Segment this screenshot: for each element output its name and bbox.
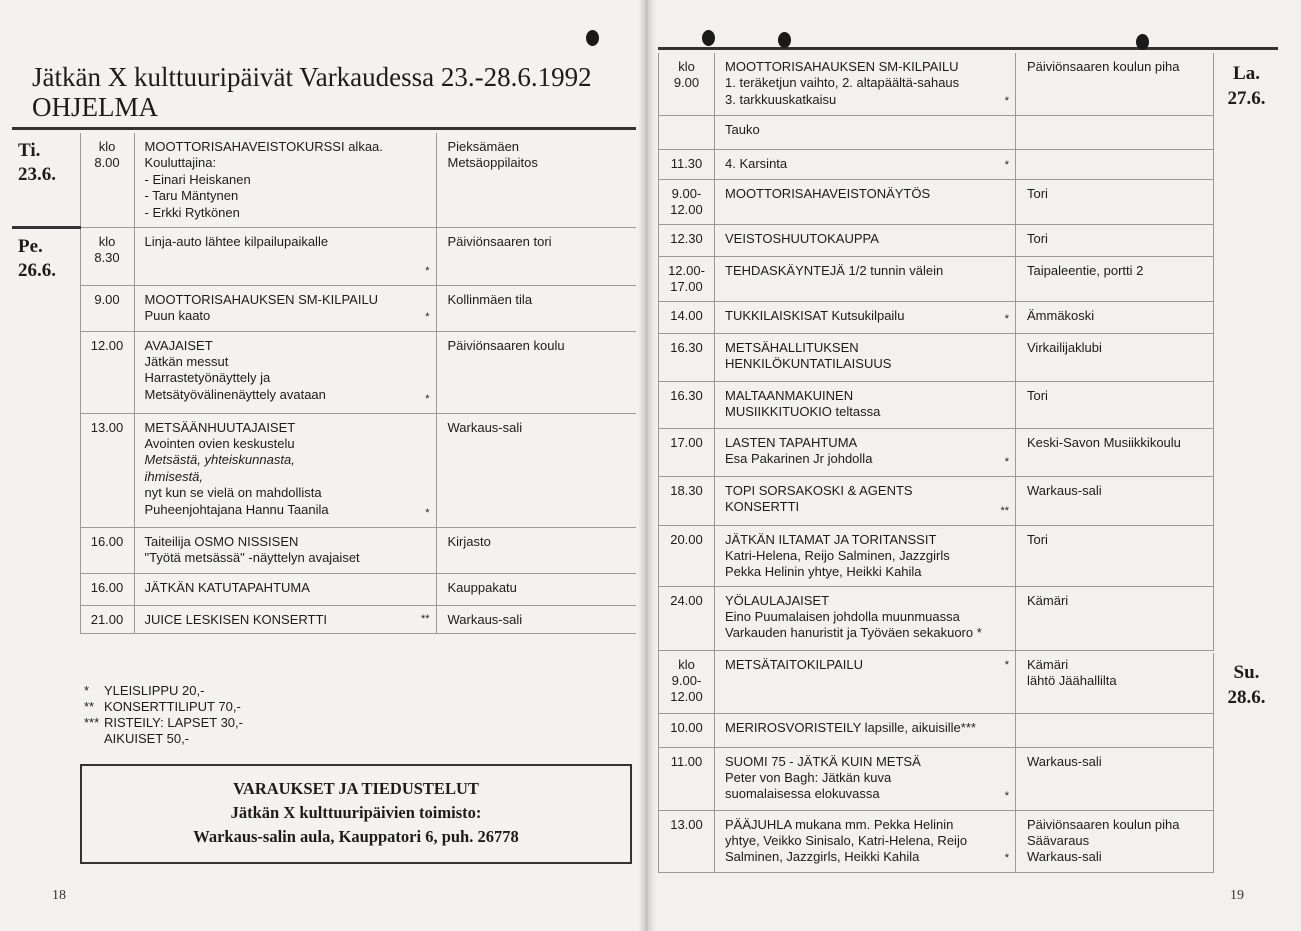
contact-address: Warkaus-salin aula, Kauppatori 6, puh. 26778 bbox=[193, 827, 519, 846]
table-row bbox=[659, 747, 1214, 810]
table-row bbox=[659, 381, 1214, 428]
table-row bbox=[659, 224, 1214, 256]
page-number: 19 bbox=[1230, 888, 1244, 903]
event-cell: 4. Karsinta * bbox=[715, 149, 1016, 179]
time-cell: 21.00 bbox=[80, 605, 134, 633]
location-cell: Tori bbox=[1016, 381, 1214, 428]
legend-item: * YLEISLIPPU 20,- bbox=[84, 683, 205, 698]
time-cell: 20.00 bbox=[659, 525, 715, 586]
time-cell: 18.30 bbox=[659, 476, 715, 525]
punch-hole bbox=[1136, 34, 1149, 50]
time-cell: 13.00 bbox=[659, 810, 715, 872]
table-row bbox=[659, 301, 1214, 333]
punch-hole bbox=[778, 32, 791, 48]
event-cell: MOOTTORISAHAUKSEN SM-KILPAILU 1. teräketjun vaihto, 2. altapäältä-sahaus 3. tarkkuuskatkaisu * bbox=[715, 53, 1016, 115]
location-cell: Päiviönsaaren tori bbox=[436, 227, 636, 285]
legend-item: ** KONSERTTILIPUT 70,- bbox=[84, 699, 241, 714]
time-cell: 9.00- 12.00 bbox=[659, 179, 715, 224]
day-label: Su. 28.6. bbox=[1227, 662, 1266, 708]
page-number: 18 bbox=[52, 888, 66, 903]
day-label: Pe. 26.6. bbox=[18, 235, 56, 281]
table-row bbox=[12, 527, 636, 573]
time-cell: 14.00 bbox=[659, 301, 715, 333]
time-cell: 24.00 bbox=[659, 586, 715, 650]
location-cell: Ämmäkoski bbox=[1016, 301, 1214, 333]
schedule-table-left bbox=[12, 133, 636, 634]
location-cell: Warkaus-sali bbox=[1016, 747, 1214, 810]
time-cell bbox=[659, 115, 715, 149]
event-cell: YÖLAULAJAISET Eino Puumalaisen johdolla muunmuassa Varkauden hanuristit ja Työväen sekakuoro * bbox=[715, 586, 1016, 650]
location-cell: Warkaus-sali bbox=[436, 413, 636, 527]
time-cell: 16.30 bbox=[659, 333, 715, 381]
contact-heading: VARAUKSET JA TIEDUSTELUT bbox=[233, 779, 479, 798]
time-cell: 12.00 bbox=[80, 331, 134, 413]
time-cell: 9.00 bbox=[80, 285, 134, 331]
event-cell: Linja-auto lähtee kilpailupaikalle * bbox=[134, 227, 436, 285]
table-row bbox=[659, 650, 1214, 713]
location-cell: Päiviönsaaren koulun piha bbox=[1016, 53, 1214, 115]
event-cell: Taiteilija OSMO NISSISEN "Työtä metsässä" -näyttelyn avajaiset bbox=[134, 527, 436, 573]
time-cell: 11.30 bbox=[659, 149, 715, 179]
location-cell: Tori bbox=[1016, 525, 1214, 586]
location-cell: Kauppakatu bbox=[436, 573, 636, 605]
location-cell: Warkaus-sali bbox=[1016, 476, 1214, 525]
table-row bbox=[12, 413, 636, 527]
left-page bbox=[0, 0, 646, 931]
time-cell: klo 9.00- 12.00 bbox=[659, 650, 715, 713]
time-cell: klo 8.00 bbox=[80, 133, 134, 227]
time-cell: klo 8.30 bbox=[80, 227, 134, 285]
location-cell: Keski-Savon Musiikkikoulu bbox=[1016, 428, 1214, 476]
punch-hole bbox=[702, 30, 715, 46]
event-cell: SUOMI 75 - JÄTKÄ KUIN METSÄ Peter von Bagh: Jätkän kuva suomalaisessa elokuvassa * bbox=[715, 747, 1016, 810]
punch-hole bbox=[586, 30, 599, 46]
page-subtitle: OHJELMA bbox=[32, 92, 158, 122]
event-cell: LASTEN TAPAHTUMA Esa Pakarinen Jr johdolla * bbox=[715, 428, 1016, 476]
event-cell: Tauko bbox=[715, 115, 1016, 149]
time-cell: 11.00 bbox=[659, 747, 715, 810]
legend-item: *** RISTEILY: LAPSET 30,- bbox=[84, 715, 243, 730]
event-cell: TEHDASKÄYNTEJÄ 1/2 tunnin välein bbox=[715, 256, 1016, 301]
location-cell: Taipaleentie, portti 2 bbox=[1016, 256, 1214, 301]
event-cell: MOOTTORISAHAUKSEN SM-KILPAILU Puun kaato * bbox=[134, 285, 436, 331]
location-cell: Päiviönsaaren koulu bbox=[436, 331, 636, 413]
location-cell: Pieksämäen Metsäoppilaitos bbox=[436, 133, 636, 227]
location-cell bbox=[1016, 149, 1214, 179]
location-cell: Tori bbox=[1016, 224, 1214, 256]
event-cell: JUICE LESKISEN KONSERTTI ** bbox=[134, 605, 436, 633]
table-row bbox=[659, 525, 1214, 586]
location-cell: Tori bbox=[1016, 179, 1214, 224]
location-cell: Kollinmäen tila bbox=[436, 285, 636, 331]
day-column-su bbox=[1213, 653, 1279, 873]
event-cell: METSÄHALLITUKSEN HENKILÖKUNTATILAISUUS bbox=[715, 333, 1016, 381]
table-row bbox=[12, 573, 636, 605]
event-cell: AVAJAISET Jätkän messut Harrastetyönäyttely ja Metsätyövälinenäyttely avataan * bbox=[134, 331, 436, 413]
page-title: Jätkän X kulttuuripäivät Varkaudessa 23.-28.6.1992 bbox=[32, 62, 592, 92]
location-cell bbox=[1016, 115, 1214, 149]
table-row bbox=[12, 227, 636, 285]
location-cell: Warkaus-sali bbox=[436, 605, 636, 633]
time-cell: 12.30 bbox=[659, 224, 715, 256]
table-row bbox=[659, 179, 1214, 224]
table-row bbox=[659, 53, 1214, 115]
time-cell: 17.00 bbox=[659, 428, 715, 476]
contact-office: Jätkän X kulttuuripäivien toimisto: bbox=[230, 803, 482, 822]
table-row bbox=[12, 331, 636, 413]
event-cell: TUKKILAISKISAT Kutsukilpailu * bbox=[715, 301, 1016, 333]
location-cell: Virkailijaklubi bbox=[1016, 333, 1214, 381]
price-legend bbox=[84, 683, 243, 747]
event-cell: MOOTTORISAHAVEISTOKURSSI alkaa. Kouluttajina: - Einari Heiskanen - Taru Mäntynen - Erkki Rytkönen bbox=[134, 133, 436, 227]
schedule-table-right bbox=[658, 53, 1214, 873]
table-row bbox=[659, 149, 1214, 179]
location-cell: Kämäri bbox=[1016, 586, 1214, 650]
time-cell: 16.00 bbox=[80, 527, 134, 573]
time-cell: klo 9.00 bbox=[659, 53, 715, 115]
event-cell: MALTAANMAKUINEN MUSIIKKITUOKIO teltassa bbox=[715, 381, 1016, 428]
event-cell: VEISTOSHUUTOKAUPPA bbox=[715, 224, 1016, 256]
table-row bbox=[659, 428, 1214, 476]
right-page bbox=[646, 0, 1301, 931]
location-cell: Kämäri lähtö Jäähallilta bbox=[1016, 650, 1214, 713]
time-cell: 16.30 bbox=[659, 381, 715, 428]
event-cell: PÄÄJUHLA mukana mm. Pekka Helinin yhtye, Veikko Sinisalo, Katri-Helena, Reijo Salminen, Jazzgirls, Heikki Kahila * bbox=[715, 810, 1016, 872]
day-column-la bbox=[1213, 53, 1279, 650]
event-cell: METSÄÄNHUUTAJAISET Avointen ovien keskustelu Metsästä, yhteiskunnasta, ihmisestä, nyt kun se vielä on mahdollista Puheenjohtajana Hannu Taanila * bbox=[134, 413, 436, 527]
table-row bbox=[659, 476, 1214, 525]
table-row bbox=[659, 810, 1214, 872]
event-cell: MERIROSVORISTEILY lapsille, aikuisille*** bbox=[715, 713, 1016, 747]
table-row bbox=[659, 115, 1214, 149]
table-row bbox=[659, 586, 1214, 650]
day-label: Ti. 23.6. bbox=[12, 133, 80, 227]
table-row bbox=[12, 285, 636, 331]
time-cell: 13.00 bbox=[80, 413, 134, 527]
event-cell: MOOTTORISAHAVEISTONÄYTÖS bbox=[715, 179, 1016, 224]
table-row bbox=[659, 713, 1214, 747]
location-cell bbox=[1016, 713, 1214, 747]
table-row bbox=[659, 333, 1214, 381]
table-row bbox=[12, 133, 636, 227]
table-row bbox=[12, 605, 636, 633]
contact-box bbox=[80, 764, 632, 864]
event-cell: JÄTKÄN KATUTAPAHTUMA bbox=[134, 573, 436, 605]
title-rule bbox=[12, 127, 636, 130]
legend-item: AIKUISET 50,- bbox=[104, 731, 190, 746]
time-cell: 12.00- 17.00 bbox=[659, 256, 715, 301]
table-row bbox=[659, 256, 1214, 301]
binding-gutter bbox=[638, 0, 656, 931]
location-cell: Päiviönsaaren koulun piha Säävaraus Warkaus-sali bbox=[1016, 810, 1214, 872]
top-rule bbox=[658, 47, 1278, 50]
time-cell: 10.00 bbox=[659, 713, 715, 747]
event-cell: JÄTKÄN ILTAMAT JA TORITANSSIT Katri-Helena, Reijo Salminen, Jazzgirls Pekka Helinin yhtye, Heikki Kahila bbox=[715, 525, 1016, 586]
time-cell: 16.00 bbox=[80, 573, 134, 605]
event-cell: METSÄTAITOKILPAILU * bbox=[715, 650, 1016, 713]
event-cell: TOPI SORSAKOSKI & AGENTS KONSERTTI ** bbox=[715, 476, 1016, 525]
day-label: La. 27.6. bbox=[1227, 63, 1266, 109]
location-cell: Kirjasto bbox=[436, 527, 636, 573]
